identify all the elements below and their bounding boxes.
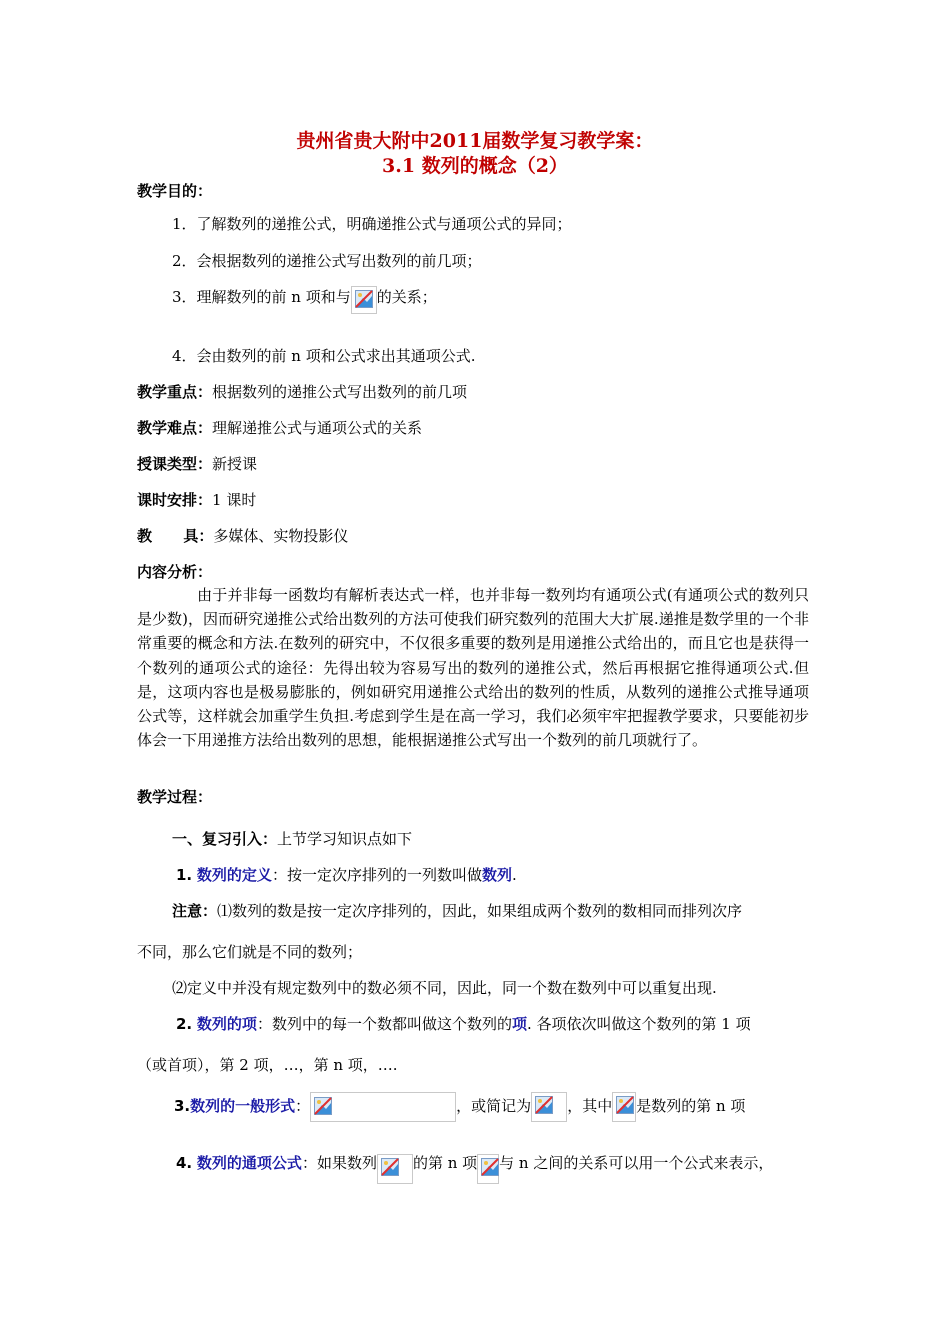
def3-num: 3. <box>174 1097 191 1115</box>
def1-end: . <box>511 866 517 884</box>
objectives-heading: 教学目的： <box>137 182 213 200</box>
def3-term: 数列的一般形式 <box>190 1097 296 1115</box>
lesson-type-text: 新授课 <box>212 455 258 473</box>
lesson-type <box>137 453 257 474</box>
key-point <box>137 381 467 402</box>
difficulty <box>137 417 422 438</box>
formula-image-icon <box>531 1092 567 1122</box>
general-form-formula-image <box>310 1092 456 1122</box>
tools-text: 多媒体、实物投影仪 <box>213 527 349 545</box>
section-1-text: 上节学习知识点如下 <box>277 830 413 848</box>
content-analysis-paragraph <box>137 583 809 752</box>
objective-3-text-b: 的关系； <box>376 288 437 306</box>
def2-term2: 项 <box>511 1015 527 1033</box>
note-2: ⑵定义中并没有规定数列中的数必须不同，因此，同一个数在数列中可以重复出现. <box>172 979 717 997</box>
def1-num: 1. <box>176 866 193 884</box>
hours <box>137 489 256 510</box>
note-1-text-a: ⑴数列的数是按一定次序排列的，因此，如果组成两个数列的数相同而排列次序 <box>217 902 743 920</box>
formula-image-icon <box>314 1097 332 1115</box>
definition-2-line-2: （或首项），第 2 项，…，第 n 项，…. <box>137 1056 398 1074</box>
def1-text: ：按一定次序排列的一列数叫做 <box>271 866 482 884</box>
section-1-label: 一、复习引入： <box>172 830 278 848</box>
def1-term: 数列的定义 <box>196 866 272 884</box>
def3-text-a: ，或简记为 <box>456 1097 532 1115</box>
def4-term: 数列的通项公式 <box>196 1154 302 1172</box>
tools <box>137 525 348 546</box>
section-1 <box>172 828 412 849</box>
def2-text2: . 各项依次叫做这个数列的第 1 项 <box>526 1015 751 1033</box>
formula-image-icon <box>477 1154 499 1184</box>
content-analysis-label: 内容分析： <box>137 563 213 581</box>
def1-term2: 数列 <box>481 866 512 884</box>
formula-image-icon <box>377 1154 413 1184</box>
title-line-1: 贵州省贵大附中2011届数学复习教学案： <box>296 130 654 152</box>
note-1-line-2: 不同，那么它们就是不同的数列； <box>137 943 363 961</box>
objective-2: 2．会根据数列的递推公式写出数列的前几项； <box>172 252 482 270</box>
hours-text: 1 课时 <box>212 491 257 509</box>
formula-image-icon <box>351 286 377 314</box>
difficulty-text: 理解递推公式与通项公式的关系 <box>212 419 423 437</box>
objective-3 <box>172 286 437 314</box>
objective-1: 1．了解数列的递推公式，明确递推公式与通项公式的异同； <box>172 215 572 233</box>
formula-image-icon <box>612 1092 636 1122</box>
objective-3-text-a: 3．理解数列的前 n 项和与 <box>172 288 351 306</box>
lesson-type-label: 授课类型： <box>137 455 213 473</box>
def2-num: 2. <box>176 1015 193 1033</box>
key-point-text: 根据数列的递推公式写出数列的前几项 <box>212 383 468 401</box>
title-line-2: 3.1 数列的概念（2） <box>382 155 568 177</box>
def3-text-b: ，其中 <box>567 1097 613 1115</box>
def4-text-c: 与 n 之间的关系可以用一个公式来表示， <box>499 1154 774 1172</box>
def4-num: 4. <box>176 1154 193 1172</box>
difficulty-label: 教学难点： <box>137 419 213 437</box>
key-point-label: 教学重点： <box>137 383 213 401</box>
def2-term: 数列的项 <box>196 1015 257 1033</box>
note-1 <box>172 900 742 921</box>
def2-text: ：数列中的每一个数都叫做这个数列的 <box>256 1015 512 1033</box>
hours-label: 课时安排： <box>137 491 213 509</box>
def4-text-b: 的第 n 项 <box>412 1154 478 1172</box>
def3-text-c: 是数列的第 n 项 <box>636 1097 746 1115</box>
def3-colon: ： <box>295 1097 311 1115</box>
tools-label: 教 具： <box>137 527 214 545</box>
definition-3 <box>174 1092 745 1122</box>
definition-1 <box>176 864 517 885</box>
definition-4 <box>176 1152 773 1184</box>
definition-2 <box>176 1013 751 1034</box>
process-label: 教学过程： <box>137 788 213 806</box>
def4-text-a: ：如果数列 <box>301 1154 377 1172</box>
objective-4: 4．会由数列的前 n 项和公式求出其通项公式. <box>172 347 476 365</box>
note-label: 注意： <box>172 902 218 920</box>
content-analysis-text: 由于并非每一函数均有解析表达式一样，也并非每一数列均有通项公式(有通项公式的数列只是少数)，因而研究递推公式给出数列的方法可使我们研究数列的范围大大扩展.递推是数学里的一个非常重要的概念和方法.在数列的研究中，不仅很多重要的数列是用递推公式给出的，而且它也是获得一个数列的通项公式的途径：先得出较为容易写出的数列的递推公式，然后再根据它推得通项公式.但是，这项内容也是极易膨胀的，例如研究用递推公式给出的数列的性质，从数列的递推公式推导通项公式等，这样就会加重学生负担.考虑到学生是在高一学习，我们必须牢牢把握教学要求，只要能初步体会一下用递推方法给出数列的思想，能根据递推公式写出一个数列的前几项就行了。 <box>137 586 809 750</box>
